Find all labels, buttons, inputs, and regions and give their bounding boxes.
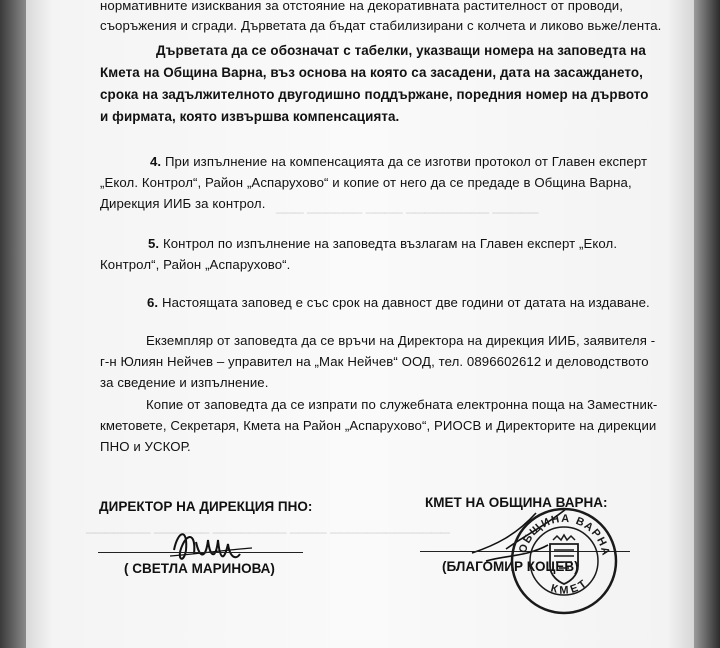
stamp-top-text: ОБЩИНА ВАРНА bbox=[516, 512, 612, 558]
paragraph-line: ПНО и УСКОР. bbox=[100, 439, 191, 454]
paragraph-line: Копие от заповедта да се изпрати по служебната електронна поща на Заместник- bbox=[146, 397, 658, 412]
director-signature-line bbox=[98, 552, 303, 553]
bold-paragraph-line: срока на задължителното двугодишно поддържане, поредния номер на дървото bbox=[100, 87, 649, 102]
director-title: ДИРЕКТОР НА ДИРЕКЦИЯ ПНО: bbox=[99, 499, 313, 514]
municipality-stamp bbox=[509, 506, 619, 616]
paragraph-line: Контрол“, Район „Аспарухово“. bbox=[100, 257, 291, 272]
paragraph-line: Контрол по изпълнение на заповедта възлагам на Главен експерт „Екол. bbox=[162, 236, 618, 251]
paragraph-number: 6. bbox=[147, 295, 159, 310]
paragraph-line: Настоящата заповед е със срок на давност две години от датата на издаване. bbox=[161, 295, 650, 310]
paragraph-number: 4. bbox=[150, 154, 162, 169]
paragraph-line: г-н Юлиян Нейчев – управител на „Мак Нейчев“ ООД, тел. 0896602612 и деловодството bbox=[100, 354, 649, 369]
paragraph-line: При изпълнение на компенсацията да се изготви протокол от Главен експерт bbox=[164, 154, 648, 169]
bleed-through-text: ▁▁▁ ▁▁▁▁▁▁ ▁▁▁▁ ▁▁▁▁▁▁▁▁▁ ▁▁▁▁▁ bbox=[276, 200, 539, 214]
paragraph-line: нормативните изисквания за отстояние на декоративната растителност от проводи, bbox=[100, 0, 624, 13]
paragraph-4 bbox=[150, 151, 647, 172]
stamp-bottom-text: КМЕТ bbox=[549, 576, 592, 597]
document-page bbox=[26, 0, 694, 648]
paragraph-line: Дирекция ИИБ за контрол. bbox=[100, 196, 266, 211]
bold-paragraph-line: Дърветата да се обозначат с табелки, указващи номера на заповедта на bbox=[156, 43, 646, 58]
mayor-title: КМЕТ НА ОБЩИНА ВАРНА: bbox=[425, 495, 608, 510]
paragraph-line: Екземпляр от заповедта да се връчи на Директора на дирекция ИИБ, заявителя - bbox=[146, 333, 656, 348]
paragraph-line: съоръжения и сгради. Дърветата да бъдат стабилизирани с колчета и ликово вьже/лента. bbox=[100, 18, 662, 33]
bleed-through-text: ▁▁▁▁▁▁▁ ▁▁▁▁▁▁ ▁▁▁▁▁▁▁▁ ▁▁▁▁ ▁▁▁▁▁▁▁▁▁▁▁▁▁ bbox=[86, 520, 451, 534]
paragraph-6 bbox=[147, 292, 650, 313]
paragraph-5 bbox=[148, 233, 617, 254]
paragraph-number: 5. bbox=[148, 236, 160, 251]
mayor-name: (БЛАГОМИР КОЦЕВ) bbox=[442, 559, 579, 574]
paragraph-line: за сведение и изпълнение. bbox=[100, 375, 269, 390]
bold-paragraph-line: Кмета на Община Варна, въз основа на която са засадени, дата на засаждането, bbox=[100, 65, 643, 80]
left-photo-edge bbox=[0, 0, 26, 648]
director-name: ( СВЕТЛА МАРИНОВА) bbox=[124, 561, 275, 576]
right-photo-edge bbox=[694, 0, 720, 648]
coat-of-arms-icon bbox=[550, 535, 578, 584]
paragraph-line: кметовете, Секретаря, Кмета на Район „Аспарухово“, РИОСВ и Директорите на дирекции bbox=[100, 418, 657, 433]
paragraph-line: „Екол. Контрол“, Район „Аспарухово“ и копие от него да се предаде в Община Варна, bbox=[100, 175, 632, 190]
bold-paragraph-line: и фирмата, която извършва компенсацията. bbox=[100, 109, 400, 124]
